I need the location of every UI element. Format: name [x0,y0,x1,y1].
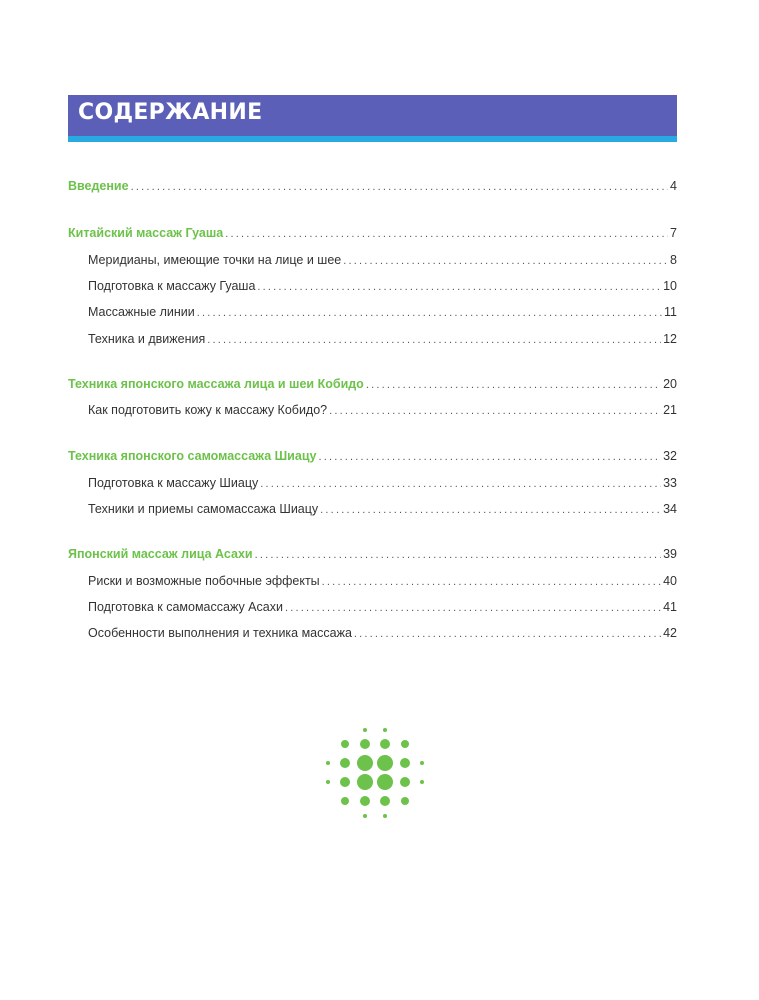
toc-entry-label: Китайский массаж Гуаша [68,226,224,240]
toc-entry-label: Техника японского массажа лица и шеи Кобидо [68,377,364,391]
toc-entry-label: Техники и приемы самомассажа Шиацу [88,502,319,516]
leader-dots [329,405,661,417]
toc-entry[interactable] [88,305,677,319]
toc-entry-page: 8 [670,253,677,267]
toc-entry-label: Как подготовить кожу к массажу Кобидо? [88,403,328,417]
toc-entry-page: 41 [663,600,677,614]
toc-entry[interactable] [68,547,677,561]
header-stripe [68,136,677,142]
leader-dots [131,181,668,193]
toc-entry[interactable] [88,332,677,346]
leader-dots [285,602,661,614]
leader-dots [207,334,661,346]
leader-dots [255,549,662,561]
leader-dots [320,504,661,516]
leader-dots [260,478,661,490]
toc-entry-page: 4 [670,179,677,193]
contents-header [68,95,677,142]
toc-entry-page: 39 [663,547,677,561]
toc-entry-label: Введение [68,179,129,193]
toc-entry-label: Особенности выполнения и техника массажа [88,626,352,640]
toc-entry[interactable] [68,226,677,240]
leader-dots [197,307,662,319]
toc-entry-label: Подготовка к самомассажу Асахи [88,600,283,614]
toc-entry[interactable] [88,279,677,293]
toc-entry-page: 21 [663,403,677,417]
leader-dots [257,281,661,293]
toc-entry[interactable] [68,179,677,193]
dot-burst-logo-icon [320,720,430,830]
toc-entry-page: 34 [663,502,677,516]
toc-entry-label: Меридианы, имеющие точки на лице и шее [88,253,342,267]
leader-dots [354,628,661,640]
toc-entry-page: 33 [663,476,677,490]
toc-entry-label: Подготовка к массажу Гуаша [88,279,256,293]
toc-entry-page: 12 [663,332,677,346]
toc-entry-page: 11 [664,305,677,319]
toc-entry-label: Техника японского самомассажа Шиацу [68,449,317,463]
leader-dots [225,228,668,240]
toc-entry[interactable] [88,626,677,640]
toc-entry[interactable] [68,449,677,463]
toc-entry-label: Подготовка к массажу Шиацу [88,476,259,490]
page-title: СОДЕРЖАНИЕ [78,100,263,125]
toc-entry-label: Риски и возможные побочные эффекты [88,574,320,588]
leader-dots [366,379,661,391]
toc-entry[interactable] [88,574,677,588]
toc-entry-label: Массажные линии [88,305,195,319]
toc-entry[interactable] [88,502,677,516]
toc-entry[interactable] [88,253,677,267]
toc-entry-page: 32 [663,449,677,463]
toc-entry[interactable] [88,476,677,490]
toc-entry-page: 20 [663,377,677,391]
toc-entry[interactable] [88,403,677,417]
toc-entry-page: 42 [663,626,677,640]
toc-entry-page: 10 [663,279,677,293]
leader-dots [318,451,661,463]
toc-entry[interactable] [88,600,677,614]
leader-dots [343,255,668,267]
toc-entry-label: Техника и движения [88,332,206,346]
toc-entry-label: Японский массаж лица Асахи [68,547,253,561]
toc-entry[interactable] [68,377,677,391]
leader-dots [322,576,661,588]
toc-entry-page: 7 [670,226,677,240]
toc-entry-page: 40 [663,574,677,588]
